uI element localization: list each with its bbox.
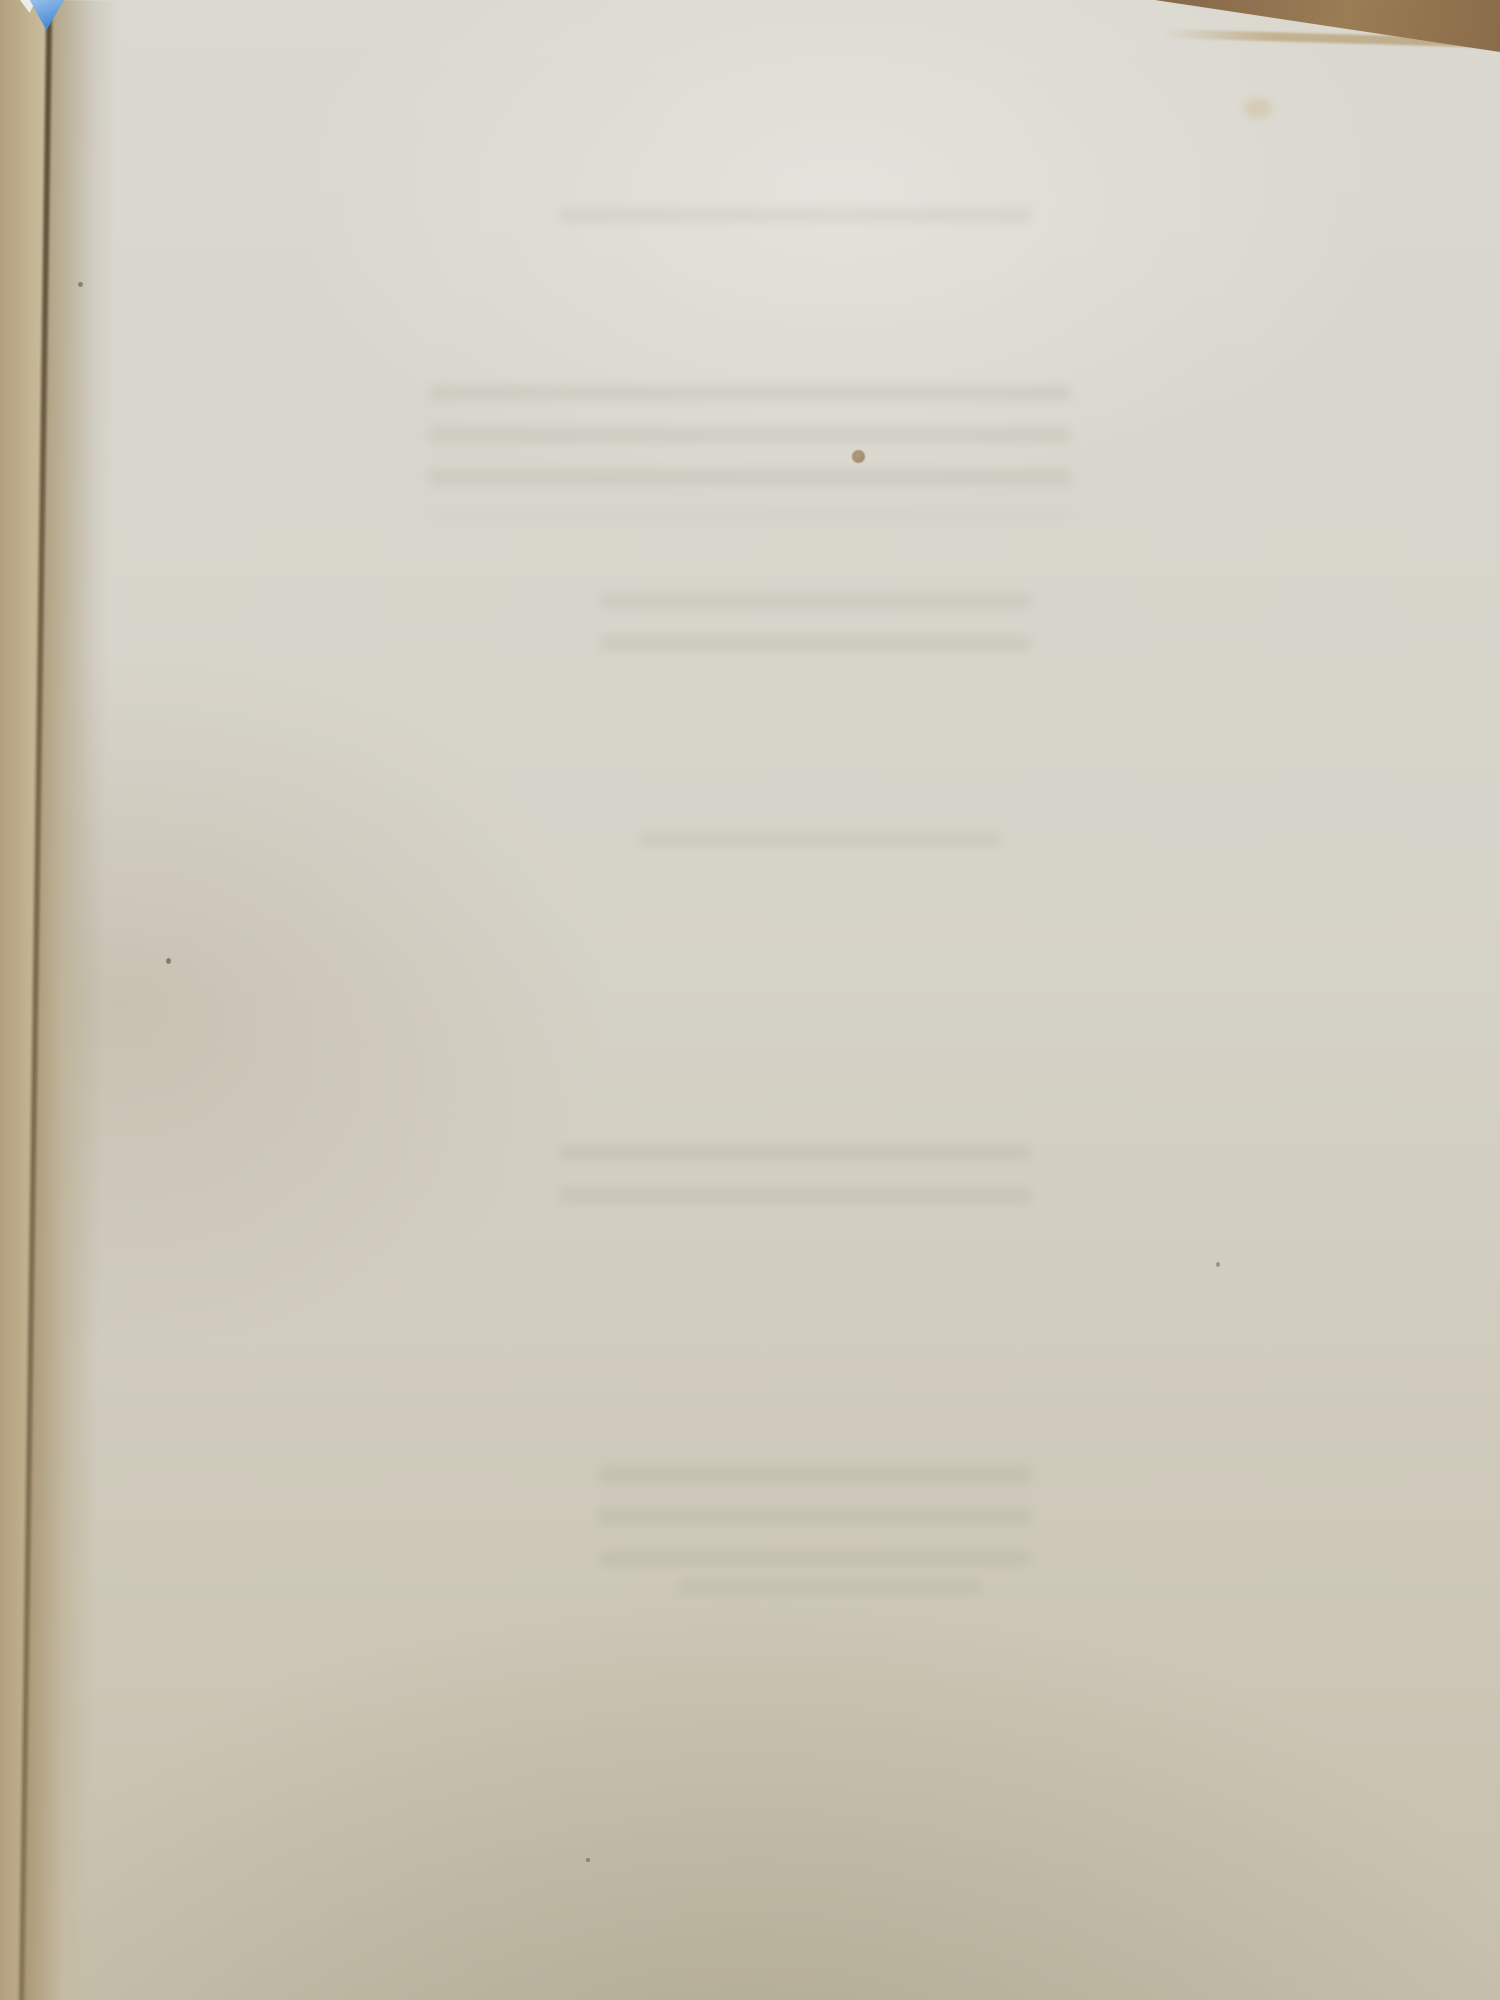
bleedthrough-smudge: [560, 208, 1030, 248]
bleedthrough-smudge: [600, 594, 1030, 656]
bleedthrough-smudge: [640, 832, 1000, 872]
bleedthrough-smudge: [560, 1146, 1030, 1202]
stain: [852, 450, 865, 463]
paper-speck: [166, 958, 171, 964]
bleedthrough-smudge: [430, 386, 1070, 514]
stain: [1244, 98, 1272, 118]
bleedthrough-smudge: [600, 1468, 1030, 1564]
paper-speck: [1216, 1262, 1220, 1267]
bleedthrough-smudge: [680, 1580, 980, 1610]
paper-speck: [78, 282, 83, 287]
paper-speck: [586, 1858, 590, 1862]
